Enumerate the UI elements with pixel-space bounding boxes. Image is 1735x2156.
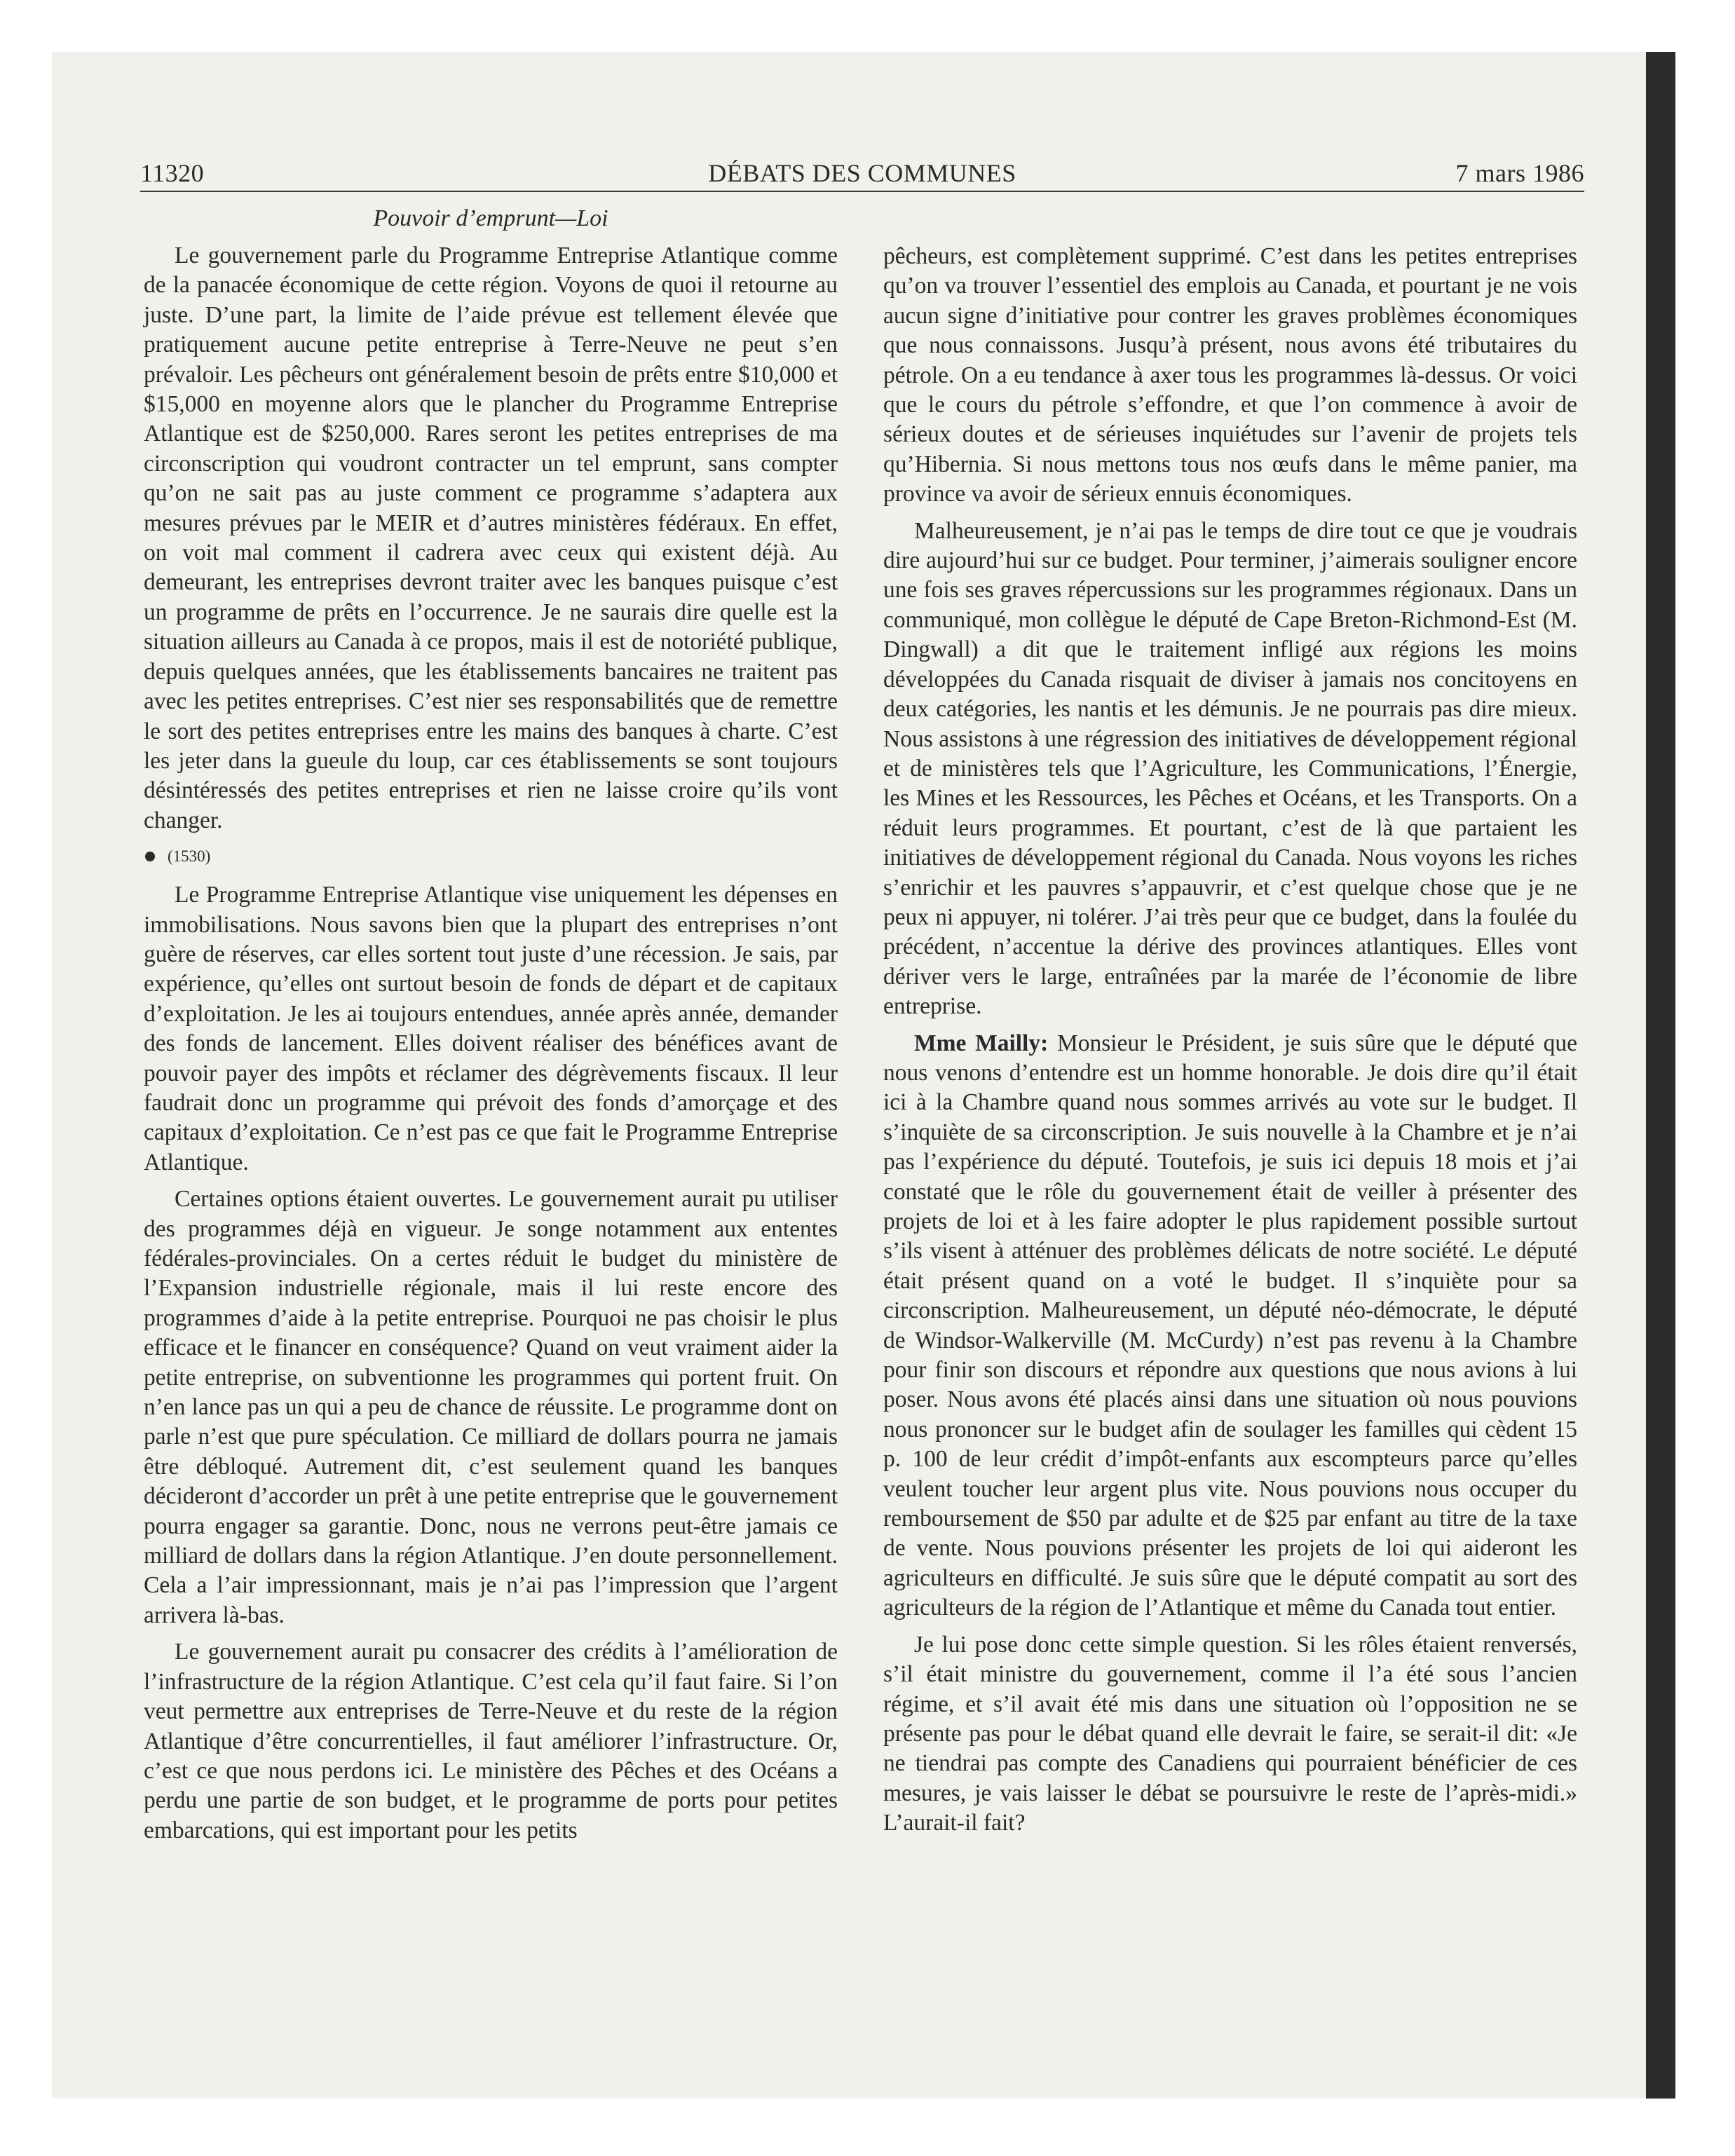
- issue-date: 7 mars 1986: [1455, 159, 1584, 187]
- speech-paragraph: [883, 1029, 1577, 1623]
- paragraph: Le gouvernement aurait pu consacrer des crédits à l’amélioration de l’infrastructure de la région Atlantique. C’est cela qu’il faut faire. Si l’on veut permettre aux entreprises de Terre-Neuve et du reste de la région Atlantique d’être concurrentielles, il faut améliorer l’infrastructure. Or, c’est ce que nous perdons ici. Le ministère des Pêches et des Océans a perdu une partie de son budget, et le programme de ports pour petites embarcations, qui est important pour les petits: [144, 1639, 838, 1843]
- bullet-icon: [145, 852, 155, 861]
- paragraph: Le gouvernement parle du Programme Entreprise Atlantique comme de la panacée économique de cette région. Voyons de quoi il retourne au juste. D’une part, la limite de l’aide prévue est tellement élevée que pratiquement aucune petite entreprise à Terre-Neuve ne peut s’en prévaloir. Les pêcheurs ont généralement besoin de prêts entre $10,000 et $15,000 en moyenne alors que le plancher du Programme Entreprise Atlantique est de $250,000. Rares seront les petites entreprises de ma circonscription qui voudront contracter un tel emprunt, sans compter qu’on ne sait pas au juste comment ce programme s’adaptera aux mesures prévues par le MEIR et d’autres ministères fédéraux. En effet, on voit mal comment il cadrera avec ceux qui existent déjà. Au demeurant, les entreprises devront traiter avec les banques puisque c’est un programme de prêts en l’occurrence. Je ne saurais dire quelle est la situation ailleurs au Canada à ce propos, mais il est de notoriété publique, depuis quelques années, que les établissements bancaires ne traitent pas avec les petites entreprises. C’est nier ses responsabilités que de remettre le sort des petites entreprises entre les mains des banques à charte. C’est les jeter dans la gueule du loup, car ces établissements se sont toujours désintéressés des petites entreprises et rien ne laisse croire qu’ils vont changer.: [144, 243, 838, 833]
- paragraph: Le Programme Entreprise Atlantique vise uniquement les dépenses en immobilisations. Nous savons bien que la plupart des entreprises n’ont guère de réserves, car elles sortent tout juste d’une récession. Je sais, par expérience, qu’elles ont surtout besoin de fonds de départ et de capitaux d’exploitation. Je les ai toujours entendues, année après année, demander des fonds de lancement. Elles doivent réaliser des bénéfices avant de pouvoir payer des impôts et réclamer des dégrèvements fiscaux. Il leur faudrait donc un programme qui prévoit des fonds d’amorçage et des capitaux d’exploitation. Ce n’est pas ce que fait le Programme Entreprise Atlantique.: [144, 882, 838, 1175]
- time-marker-label: (1530): [168, 847, 211, 866]
- paragraph: Je lui pose donc cette simple question. Si les rôles étaient renversés, s’il était ministre du gouvernement, comme il l’a été sous l’ancien régime, et s’il avait été mis dans une situation où l’opposition ne se présente pas pour le débat quand elle devrait le faire, se serait-il dit: «Je ne tiendrai pas compte des Canadiens qui pourraient bénéficier de ces mesures, je vais laisser le débat se poursuivre le reste de l’après-midi.» L’aurait-il fait?: [883, 1631, 1577, 1836]
- right-column: [883, 242, 1577, 1845]
- page-number: 11320: [140, 159, 205, 187]
- binding-edge: [1646, 52, 1675, 2099]
- paragraph: Malheureusement, je n’ai pas le temps de dire tout ce que je voudrais dire aujourd’hui sur ce budget. Pour terminer, j’aimerais souligner encore une fois ses graves répercussions sur les programmes régionaux. Dans un communiqué, mon collègue le député de Cape Breton-Richmond-Est (M. Dingwall) a dit que le traitement infligé aux régions les moins développées du Canada risquait de diviser à jamais nos concitoyens en deux catégories, les nantis et les démunis. Je ne pourrais pas dire mieux. Nous assistons à une régression des initiatives de développement régional et de ministères tels que l’Agriculture, les Communications, l’Énergie, les Mines et les Ressources, les Pêches et Océans, et les Transports. On a réduit leurs programmes. Et pourtant, c’est de là que partaient les initiatives de développement régional du Canada. Nous voyons les riches s’enrichir et les pauvres s’appauvrir, et c’est quelque chose que je ne peux ni appuyer, ni tolérer. J’ai très peur que ce budget, dans la foulée du précédent, n’accentue la dérive des provinces atlantiques. Elles vont dériver vers le large, entraînées par la marée de l’économie de libre entreprise.: [883, 517, 1577, 1020]
- running-header: [140, 156, 1584, 191]
- left-column: [144, 203, 838, 1853]
- time-marker: [144, 842, 838, 871]
- header-rule: [140, 191, 1584, 192]
- section-title: Pouvoir d’emprunt—Loi: [373, 205, 608, 231]
- paragraph: pêcheurs, est complètement supprimé. C’est dans les petites entreprises qu’on va trouver l’essentiel des emplois au Canada, et pourtant je ne vois aucun signe d’initiative pour contrer les graves problèmes économiques que nous connaissons. Jusqu’à présent, nous avons été tributaires du pétrole. On a eu tendance à axer tous les programmes là-dessus. Or voici que le cours du pétrole s’effondre, et que l’on commence à avoir de sérieux doutes et de sérieuses inquiétudes sur l’avenir de projets tels qu’Hibernia. Si nous mettons tous nos œufs dans le même panier, ma province va avoir de sérieux ennuis économiques.: [883, 243, 1577, 507]
- publication-title: DÉBATS DES COMMUNES: [708, 159, 1016, 187]
- speaker-name: Mme Mailly:: [914, 1030, 1049, 1056]
- speech-text: Monsieur le Président, je suis sûre que le député que nous venons d’entendre est un homme honorable. Je dois dire qu’il était ici à la Chambre quand nous sommes arrivés au vote sur le budget. Il s’inquiète de sa circonscription. Je suis nouvelle à la Chambre et je n’ai pas l’expérience du député. Toutefois, je suis ici depuis 18 mois et j’ai constaté que le rôle du gouvernement était de veiller à présenter des projets de loi et à les faire adopter le plus rapidement possible surtout s’ils visent à atténuer des problèmes délicats de notre société. Le député était présent quand on a voté le budget. Il s’inquiète pour sa circonscription. Malheureusement, un député néo-démocrate, le député de Windsor-Walkerville (M. McCurdy) n’est pas revenu à la Chambre pour finir son discours et répondre aux questions que nous avions à lui poser. Nous avons été placés ainsi dans une situation où nous pouvions nous prononcer sur le budget afin de soulager les familles qui cèdent 15 p. 100 de leur crédit d’impôt-enfants aux escompteurs parce qu’elles veulent toucher leur argent plus vite. Nous pouvions nous occuper du remboursement de $50 par adulte et de $25 par enfant au titre de la taxe de vente. Nous pouvions présenter les projets de loi qui aideront les agriculteurs en difficulté. Je suis sûre que le député compatit au sort des agriculteurs de la région de l’Atlantique et même du Canada tout entier.: [883, 1030, 1578, 1621]
- paragraph: Certaines options étaient ouvertes. Le gouvernement aurait pu utiliser des programmes déjà en vigueur. Je songe notamment aux ententes fédérales-provinciales. On a certes réduit le budget du ministère de l’Expansion industrielle régionale, mais il lui reste encore des programmes d’aide à la petite entreprise. Pourquoi ne pas choisir le plus efficace et le financer en conséquence? Quand on veut vraiment aider la petite entreprise, on subventionne les programmes qui portent fruit. On n’en lance pas un qui a peu de chance de réussite. Le programme dont on parle n’est que pure spéculation. Ce milliard de dollars pourra ne jamais être débloqué. Autrement dit, c’est seulement quand les banques décideront d’accorder un prêt à une petite entreprise que le gouvernement pourra engager sa garantie. Donc, nous ne verrons peut-être jamais ce milliard de dollars dans la région Atlantique. J’en doute personnellement. Cela a l’air impressionnant, mais je n’ai pas l’impression que l’argent arrivera là-bas.: [144, 1186, 838, 1628]
